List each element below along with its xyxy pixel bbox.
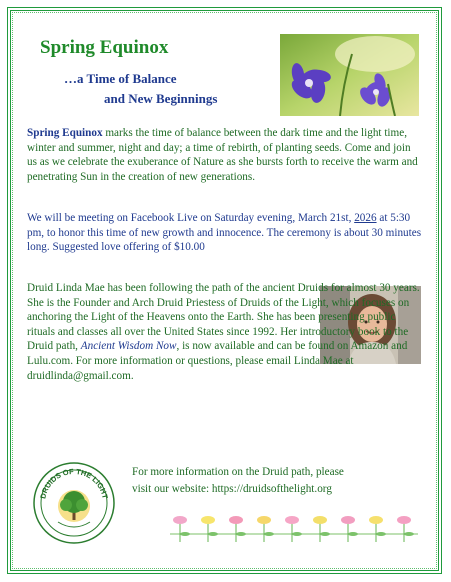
event-text-part1: We will be meeting on Facebook Live on Saturday evening, March 21st,: [27, 212, 355, 224]
page-title: Spring Equinox: [40, 37, 169, 58]
flower-head: [313, 516, 327, 524]
intro-lead: Spring Equinox: [27, 127, 103, 139]
subtitle-line2: and New Beginnings: [104, 91, 218, 106]
flower-head: [369, 516, 383, 524]
flower-leaf: [236, 532, 246, 536]
flower-leaf: [180, 532, 190, 536]
flower-leaf: [404, 532, 414, 536]
paragraph-event: [27, 211, 423, 255]
flower-leaf: [264, 532, 274, 536]
bio-book-title: Ancient Wisdom Now: [80, 340, 177, 353]
paragraph-intro: [27, 126, 423, 184]
intro-text: marks the time of balance between the dark time and the light time, winter and summer, night and day; a time of rebirth, of planting seeds. Come and join us as we celebrate the exuberance of Nature as she bursts forth to receive the warm and penetrating Sun in the creation of new generations.: [27, 127, 418, 183]
event-text-part2: at 5:30 pm, to honor this time of new growth and innocence. The ceremony is about 30 minutes long. Suggested love offering of $10.00: [27, 212, 422, 254]
flower-leaf: [376, 532, 386, 536]
druids-of-the-light-logo: [33, 462, 115, 544]
svg-text:DRUIDS OF THE LIGHT: DRUIDS OF THE LIGHT: [38, 466, 110, 500]
subtitle-line1: …a Time of Balance: [64, 71, 177, 86]
flower-leaf: [292, 532, 302, 536]
flower-border-decoration: [170, 512, 418, 544]
footer-website-line[interactable]: visit our website: https://druidsofthelight.org: [132, 483, 332, 495]
bio-text-part1: Druid Linda Mae has been following the path of the ancient Druids for almost 30 years. She is the Founder and Arch Druid Priestess of Druids of the Light, which focuses on anchoring the Light of the Heavens onto the Earth. She has been presenting public rituals and classes all over the United States since 1992. Her introductory book to the Druid path,: [27, 282, 420, 353]
flower-head: [257, 516, 271, 524]
paragraph-bio: [27, 281, 423, 383]
flower-head: [285, 516, 299, 524]
flower-leaf: [208, 532, 218, 536]
footer-info-line1: For more information on the Druid path, please: [132, 466, 344, 478]
flower-photo: [280, 34, 419, 116]
event-year-link[interactable]: 2026: [354, 212, 377, 224]
flower-leaf: [348, 532, 358, 536]
flower-head: [341, 516, 355, 524]
flower-head: [201, 516, 215, 524]
flower-head: [229, 516, 243, 524]
flower-head: [173, 516, 187, 524]
flower-head: [397, 516, 411, 524]
flower-leaf: [320, 532, 330, 536]
bio-text-part2: , is now available and can be found on Amazon and Lulu.com. For more information or questions, please email Linda Mae at druidlinda@gmail.com.: [27, 340, 408, 382]
